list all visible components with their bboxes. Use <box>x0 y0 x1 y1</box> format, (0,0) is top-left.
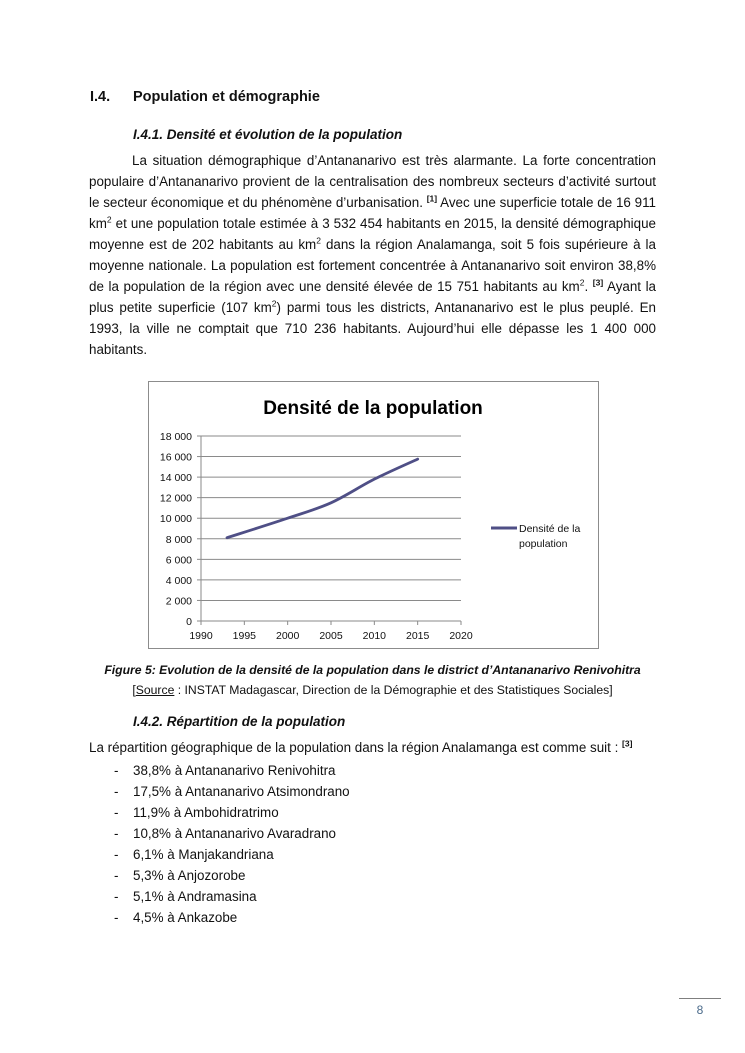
legend-label: population <box>519 538 568 550</box>
list-item: - 4,5% à Ankazobe <box>114 910 238 925</box>
x-tick-label: 1990 <box>189 630 213 642</box>
section-heading <box>90 89 320 105</box>
footer-divider <box>679 998 721 999</box>
y-tick-label: 16 000 <box>159 451 192 464</box>
y-tick-label: 10 000 <box>159 513 192 526</box>
section-number: I.4. <box>90 89 111 105</box>
gridlines <box>201 436 461 600</box>
reference-marker: [3] <box>592 277 604 288</box>
legend <box>491 523 580 550</box>
subsection-heading-density: I.4.1. Densité et évolution de la population <box>133 127 403 142</box>
figure-source: [Source : INSTAT Madagascar, Direction de la Démographie et des Statistiques Sociales] <box>132 683 613 697</box>
subsection-heading-distribution: I.4.2. Répartition de la population <box>133 714 346 729</box>
y-tick-label: 8 000 <box>165 533 192 546</box>
x-tick-label: 2000 <box>275 630 300 642</box>
list-item: - 6,1% à Manjakandriana <box>114 847 274 862</box>
list-item: - 5,3% à Anjozorobe <box>114 868 246 883</box>
x-tick-label: 2005 <box>319 630 343 642</box>
list-item: - 17,5% à Antananarivo Atsimondrano <box>114 784 350 799</box>
source-label: Source <box>135 683 175 697</box>
y-tick-label: 6 000 <box>165 554 192 567</box>
x-tick-labels <box>189 630 473 642</box>
y-tick-labels <box>160 431 192 628</box>
axes <box>197 436 461 625</box>
density-chart <box>148 381 599 649</box>
chart-canvas <box>149 382 598 648</box>
reference-marker: [1] <box>426 193 438 204</box>
list-item: - 38,8% à Antananarivo Renivohitra <box>114 763 336 778</box>
x-tick-label: 1995 <box>232 630 257 642</box>
section-title: Population et démographie <box>133 89 320 105</box>
y-tick-label: 0 <box>186 616 192 628</box>
series-line <box>227 459 418 538</box>
y-tick-label: 2 000 <box>165 595 192 608</box>
list-item: - 10,8% à Antananarivo Avaradrano <box>114 826 336 841</box>
y-tick-label: 12 000 <box>159 492 192 505</box>
list-item: - 11,9% à Ambohidratrimo <box>114 805 279 820</box>
y-tick-label: 4 000 <box>165 574 192 587</box>
distribution-list <box>114 760 350 928</box>
distribution-intro: La répartition géographique de la population dans la région Analamanga est comme suit : [3] <box>89 738 633 755</box>
chart-title: Densité de la population <box>263 398 483 419</box>
x-tick-label: 2020 <box>449 630 473 642</box>
x-tick-label: 2010 <box>362 630 387 642</box>
y-tick-label: 18 000 <box>159 431 192 443</box>
list-item: - 5,1% à Andramasina <box>114 889 257 904</box>
page-number: 8 <box>696 1003 704 1017</box>
y-tick-label: 14 000 <box>159 472 192 485</box>
series <box>227 459 418 538</box>
x-tick-label: 2015 <box>405 630 430 642</box>
figure-caption: Figure 5: Evolution de la densité de la population dans le district d’Antananarivo Renivohitra <box>104 663 641 677</box>
reference-marker: [3] <box>622 738 633 749</box>
legend-label: Densité de la <box>519 523 581 535</box>
density-paragraph: La situation démographique d’Antananarivo est très alarmante. La forte concentration populaire d’Antananarivo provient de la centralisation des nombreux secteurs d’activité surtout le secteur économique et du phénomène d’urbanisation. [1] Avec une superficie totale de 16 911 $km^2$ et une population totale estimée à 3 532 454 habitants en 2015, la densité démographique moyenne est de 202 habitants au $km^2$ dans la région Analamanga, soit 5 fois supérieure à la moyenne nationale. La population est fortement concentrée à Antananarivo soit environ 38,8% de la population de la région avec une densité élevée de 15 751 habitants au $km^2$. [3] Ayant la plus petite superficie (107 $km^2$) parmi tous les districts, Antananarivo est le plus peuplé. En 1993, la ville ne comptait que 710 236 habitants. Aujourd’hui elle dépasse les 1 400 000 habitants. <box>89 153 656 357</box>
